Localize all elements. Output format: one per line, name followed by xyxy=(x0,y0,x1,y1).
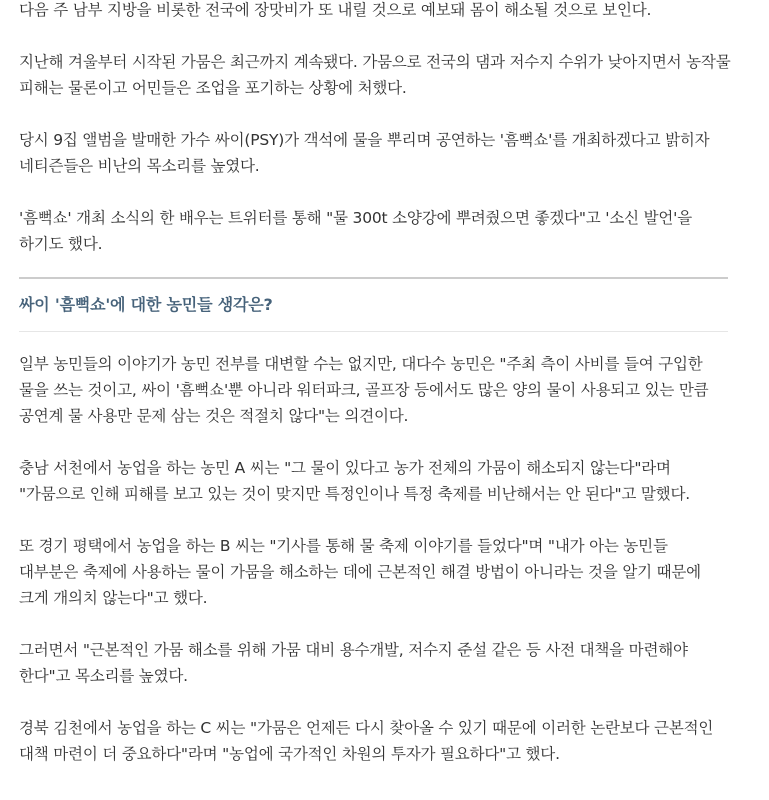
paragraph-gap xyxy=(19,179,731,205)
paragraph: 그러면서 "근본적인 가뭄 해소를 위해 가뭄 대비 용수개발, 저수지 준설 같은 등 사전 대책을 마련해야 한다"고 목소리를 높였다. xyxy=(19,641,688,685)
paragraph: 경북 김천에서 농업을 하는 C 씨는 "가뭄은 언제든 다시 찾아올 수 있기 때문에 이러한 논란보다 근본적인 대책 마련이 더 중요하다"라며 "농업에 국가적인 차원의 투자가 필요하다"고 했다. xyxy=(19,719,714,763)
paragraph: 다음 주 남부 지방을 비롯한 전국에 장맛비가 또 내릴 것으로 예보돼 몸이 해소될 것으로 보인다. xyxy=(19,1,652,19)
paragraph: 일부 농민들의 이야기가 농민 전부를 대변할 수는 없지만, 대다수 농민은 "주최 측이 사비를 들여 구입한 물을 쓰는 것이고, 싸이 '흠뻑쇼'뿐 아니라 워터파크, 골프장 등에서도 많은 양의 물이 사용되고 있는 만큼 공연계 물 사용만 문제 삼는 것은 적절치 않다"는 의견이다. xyxy=(19,355,709,425)
paragraph: 당시 9집 앨범을 발매한 가수 싸이(PSY)가 객석에 물을 뿌리며 공연하는 '흠뻑쇼'를 개최하겠다고 밝히자 네티즌들은 비난의 목소리를 높였다. xyxy=(19,131,710,175)
paragraph: 지난해 겨울부터 시작된 가뭄은 최근까지 계속됐다. 가뭄으로 전국의 댐과 저수지 수위가 낮아지면서 농작물 피해는 물론이고 어민들은 조업을 포기하는 상황에 처했다. xyxy=(19,53,731,97)
paragraph-gap xyxy=(19,101,731,127)
paragraph-gap xyxy=(19,611,731,637)
paragraph-gap xyxy=(19,689,731,715)
paragraph-gap xyxy=(19,507,731,533)
paragraph-gap xyxy=(19,23,731,49)
article-body xyxy=(19,0,731,767)
paragraph-gap xyxy=(19,429,731,455)
paragraph: 충남 서천에서 농업을 하는 농민 A 씨는 "그 물이 있다고 농가 전체의 가뭄이 해소되지 않는다"라며 "가뭄으로 인해 피해를 보고 있는 것이 맞지만 특정인이나 특정 축제를 비난해서는 안 된다"고 말했다. xyxy=(19,459,690,503)
section-divider-bottom xyxy=(19,331,728,332)
section-subheading: 싸이 '흠뻑쇼'에 대한 농민들 생각은? xyxy=(19,295,273,314)
paragraph: 또 경기 평택에서 농업을 하는 B 씨는 "기사를 통해 물 축제 이야기를 들었다"며 "내가 아는 농민들 대부분은 축제에 사용하는 물이 가뭄을 해소하는 데에 근본적인 해결 방법이 아니라는 것을 알기 때문에 크게 개의치 않는다"고 했다. xyxy=(19,537,701,607)
paragraph: '흠뻑쇼' 개최 소식의 한 배우는 트위터를 통해 "물 300t 소양강에 뿌려줬으면 좋겠다"고 '소신 발언'을 하기도 했다. xyxy=(19,209,693,253)
